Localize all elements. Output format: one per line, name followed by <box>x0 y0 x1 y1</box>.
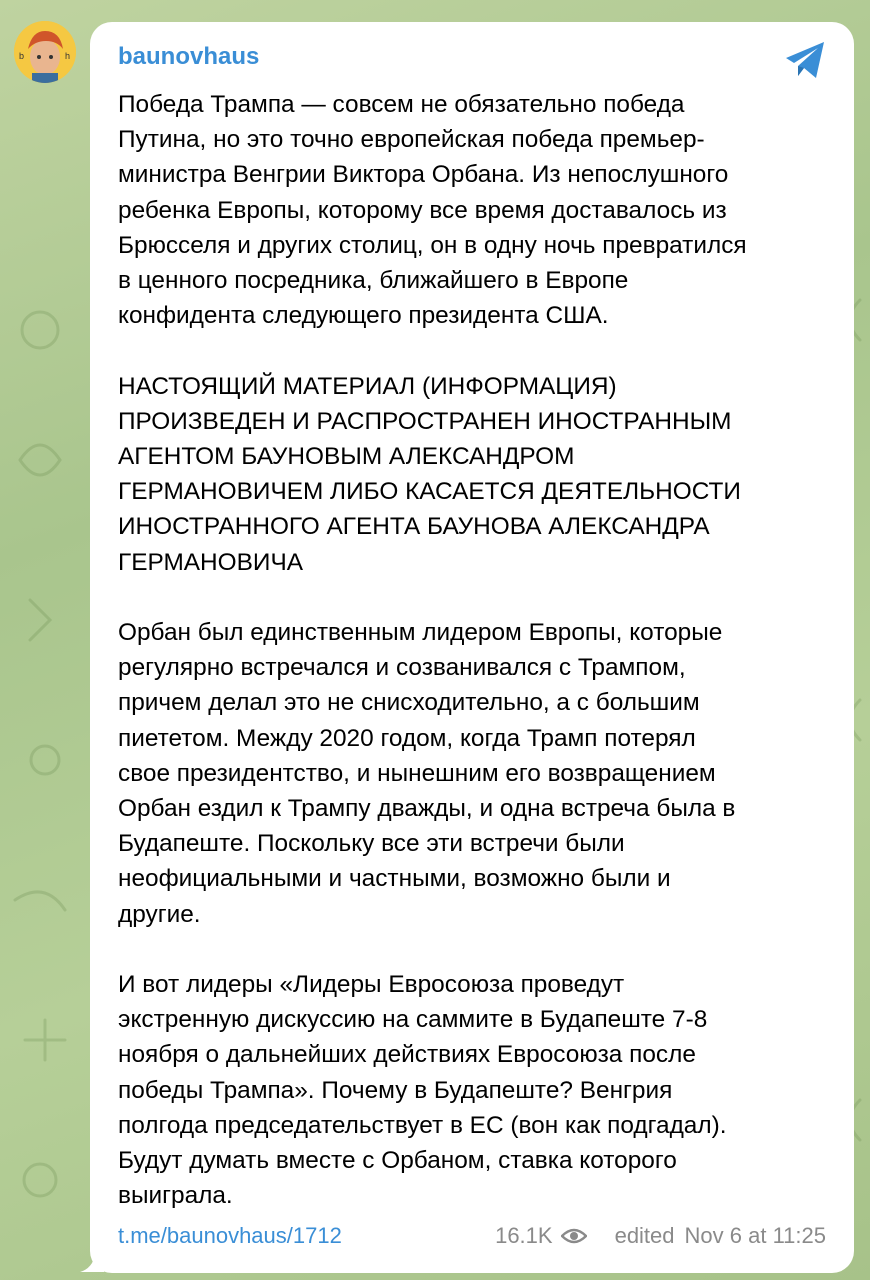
channel-name[interactable]: baunovhaus <box>118 43 260 70</box>
edited-label: edited <box>614 1223 675 1248</box>
post-paragraph-2-disclaimer: НАСТОЯЩИЙ МАТЕРИАЛ (ИНФОРМАЦИЯ) ПРОИЗВЕДЕН И РАСПРОСТРАНЕН ИНОСТРАННЫМ АГЕНТОМ БАУНОВЫМ АЛЕКСАНДРОМ ГЕРМАНОВИЧЕМ ЛИБО КАСАЕТСЯ ДЕЯТЕЛЬНОСТИ ИНОСТРАННОГО АГЕНТА БАУНОВА АЛЕКСАНДРА ГЕРМАНОВИЧА <box>118 372 741 576</box>
post-link[interactable]: t.me/baunovhaus/1712 <box>118 1223 342 1248</box>
svg-text:b: b <box>19 51 25 61</box>
message-timestamp: Nov 6 at 11:25 <box>684 1223 826 1248</box>
post-paragraph-1: Победа Трампа — совсем не обязательно победа Путина, но это точно европейская победа премьер- министра Венгрии Виктора Орбана. Из непослушного ребенка Европы, которому все время доставалось из Брюсселя и других столиц, он в одну ночь превратился в ценного посредника, ближайшего в Европе конфидента следующего президента США. <box>118 91 747 330</box>
avatar-photo <box>14 21 76 83</box>
svg-text:h: h <box>65 51 71 61</box>
message-footer <box>118 1220 826 1252</box>
views-count: 16.1K <box>495 1223 553 1248</box>
telegram-share-icon[interactable] <box>784 40 828 80</box>
post-paragraph-4: И вот лидеры «Лидеры Евросоюза проведут экстренную дискуссию на саммите в Будапеште 7-8 ноября о дальнейших действиях Евросоюза после победы Трампа». Почему в Будапеште? Венгрия полгода председательствует в ЕС (вон как подгадал). Будут думать вместе с Орбаном, ставка которого выиграла. <box>118 971 727 1210</box>
message-meta <box>495 1223 826 1249</box>
eye-icon <box>561 1227 587 1245</box>
post-text <box>118 87 830 1213</box>
channel-avatar[interactable] <box>14 21 76 83</box>
post-paragraph-3: Орбан был единственным лидером Европы, которые регулярно встречался и созванивался с Трампом, причем делал это не снисходительно, а с большим пиететом. Между 2020 годом, когда Трамп потерял свое президентство, и нынешним его возвращением Орбан ездил к Трампу дважды, и одна встреча была в Будапеште. Поскольку все эти встречи были неофициальными и частными, возможно были и другие. <box>118 619 736 928</box>
message-bubble <box>90 22 854 1273</box>
